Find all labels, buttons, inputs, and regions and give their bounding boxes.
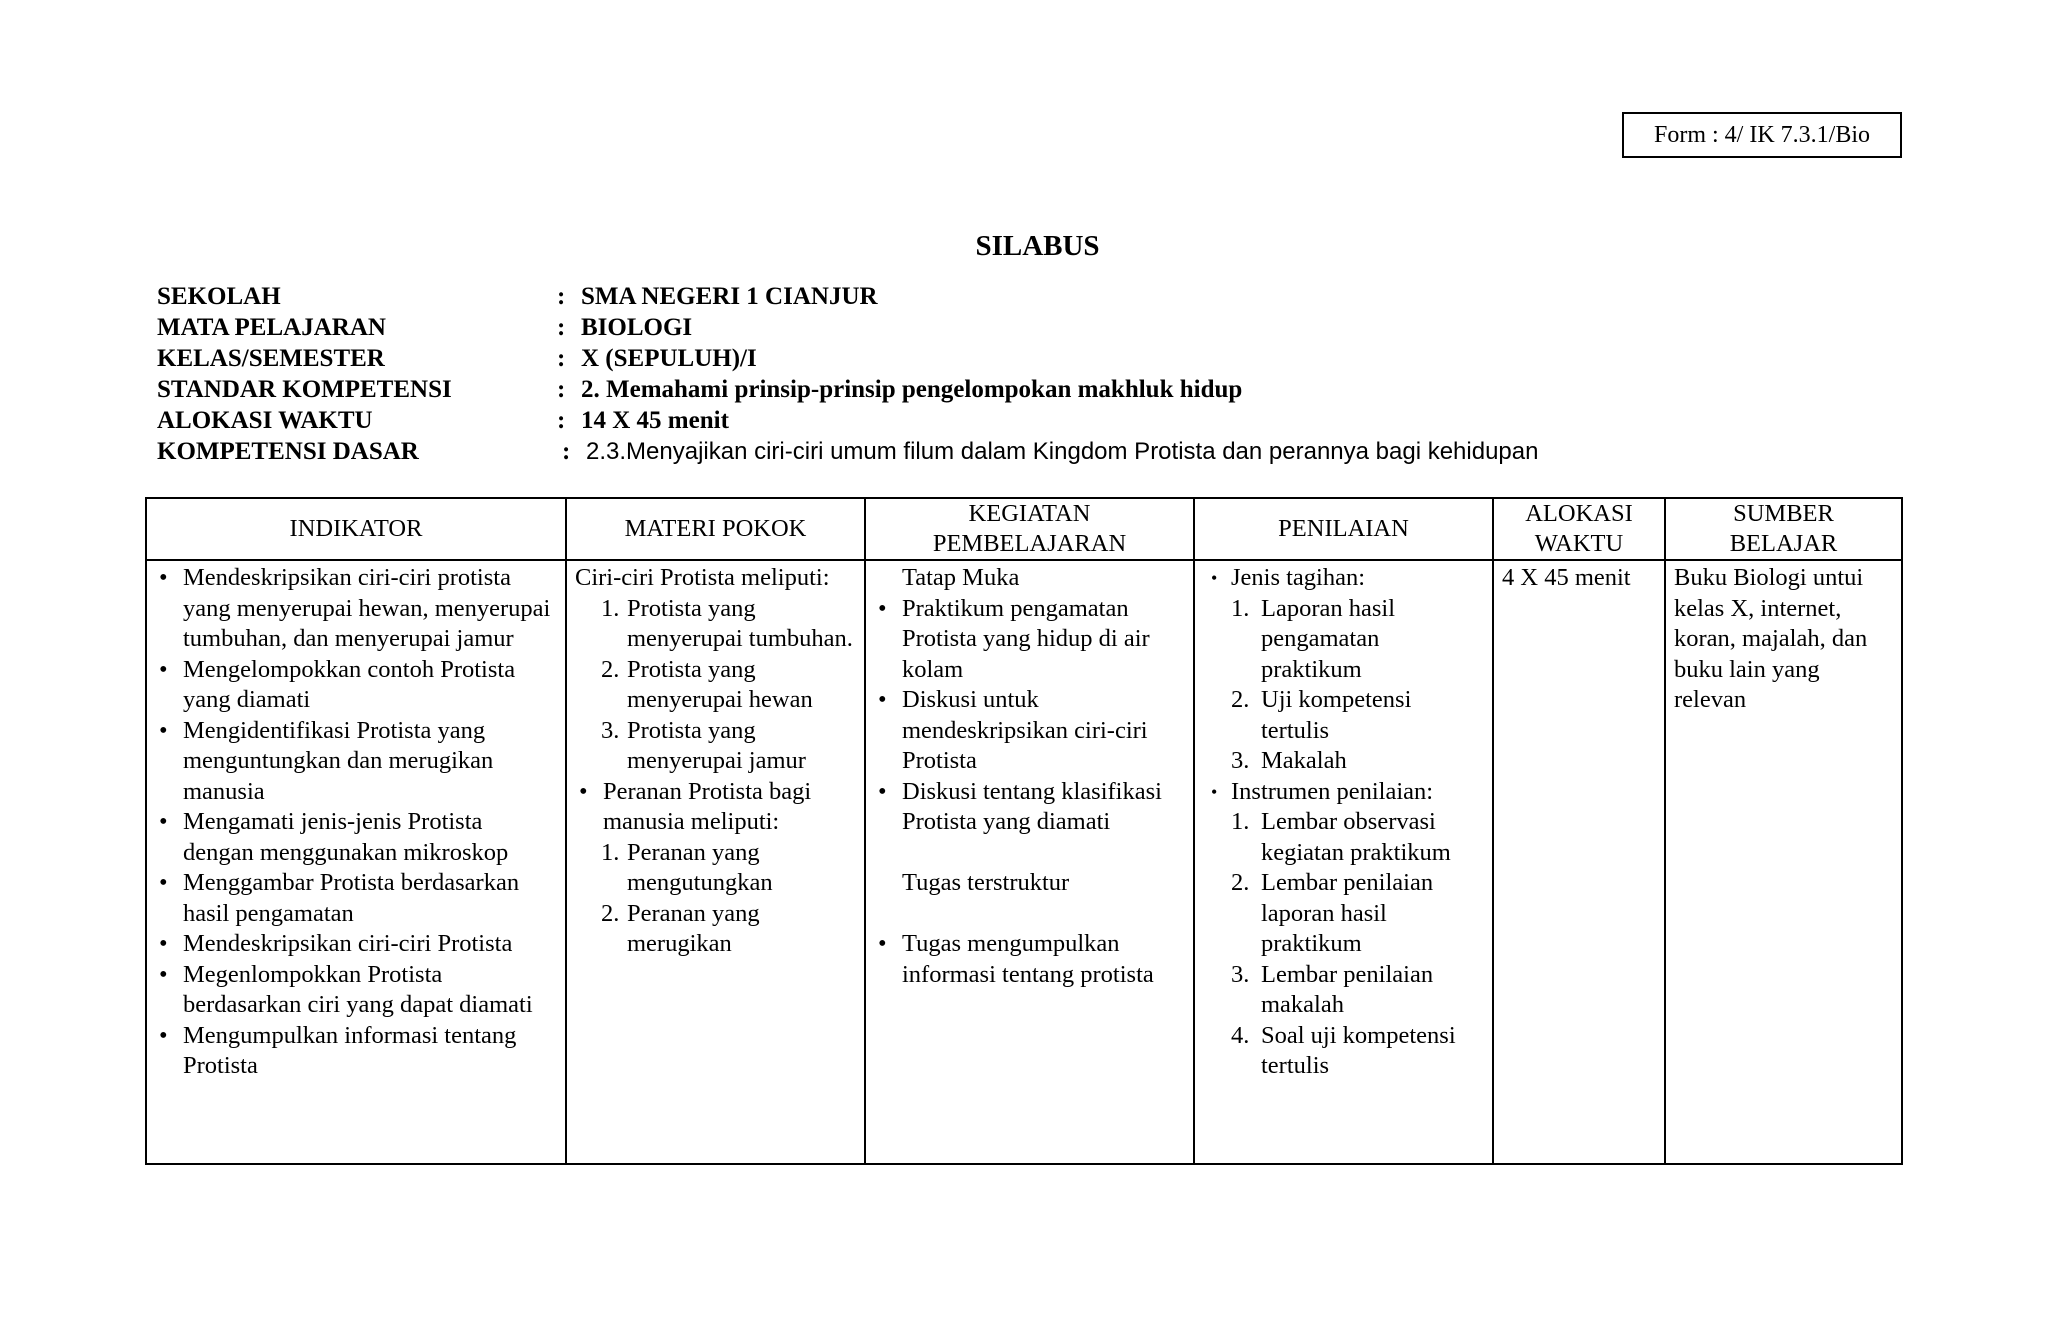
header-indikator: INDIKATOR: [146, 498, 566, 560]
list-item: Peranan yang mengutungkan: [627, 838, 773, 896]
info-value: X (SEPULUH)/I: [581, 345, 757, 372]
info-colon: :: [562, 438, 571, 465]
info-value: BIOLOGI: [581, 314, 693, 341]
info-value: 14 X 45 menit: [581, 407, 729, 434]
info-colon: :: [557, 376, 566, 403]
info-value: 2. Memahami prinsip-prinsip pengelompokan makhluk hidup: [581, 376, 1243, 403]
list-item: • Mengelompokkan contoh Protista yang diamati: [155, 655, 557, 716]
indikator-list: [155, 563, 557, 1082]
cell-alokasi-waktu: 4 X 45 menit: [1493, 560, 1665, 1164]
info-key: SEKOLAH: [157, 283, 281, 310]
header-materi-pokok: MATERI POKOK: [566, 498, 865, 560]
header-line: SUMBER: [1733, 500, 1834, 527]
header-line: ALOKASI: [1525, 500, 1633, 527]
list-item: Protista yang menyerupai hewan: [627, 655, 813, 713]
list-item: Uji kompetensi tertulis: [1261, 686, 1412, 744]
list-item: Lembar penilaian laporan hasil praktikum: [1261, 869, 1434, 957]
list-item: • Menggambar Protista berdasarkan hasil pengamatan: [155, 868, 557, 929]
info-value: 2.3.Menyajikan ciri-ciri umum filum dalam Kingdom Protista dan perannya bagi kehidupan: [586, 438, 1539, 465]
header-penilaian: PENILAIAN: [1194, 498, 1493, 560]
list-item: Protista yang menyerupai jamur: [627, 716, 806, 774]
spacer: [874, 838, 1185, 869]
list-item: Soal uji kompetensi tertulis: [1261, 1021, 1456, 1079]
list-item: • Diskusi tentang klasifikasi Protista yang diamati: [874, 777, 1185, 838]
materi-ciri-list: [575, 594, 856, 777]
info-value: SMA NEGERI 1 CIANJUR: [581, 283, 878, 310]
info-row-sekolah: [157, 281, 1538, 312]
info-key: MATA PELAJARAN: [157, 314, 386, 341]
info-colon: :: [557, 345, 566, 372]
list-item: Peranan yang merugikan: [627, 899, 760, 957]
penilaian-instrumen-list: [1203, 807, 1484, 1082]
header-line: BELAJAR: [1729, 530, 1838, 557]
info-colon: :: [557, 407, 566, 434]
list-item: Protista yang menyerupai tumbuhan.: [627, 594, 853, 652]
info-key: ALOKASI WAKTU: [157, 407, 373, 434]
list-item: • Mendeskripsikan ciri-ciri Protista: [155, 929, 557, 960]
materi-intro: Ciri-ciri Protista meliputi:: [575, 564, 830, 591]
header-line: WAKTU: [1534, 530, 1624, 557]
info-key: KOMPETENSI DASAR: [157, 438, 419, 465]
spacer: [874, 899, 1185, 930]
list-item: Makalah: [1261, 747, 1347, 774]
info-row-standar-kompetensi: [157, 374, 1538, 405]
info-row-kelas-semester: [157, 343, 1538, 374]
cell-kegiatan-pembelajaran: [865, 560, 1194, 1164]
kegiatan-tugas-list: [874, 929, 1185, 990]
header-line: KEGIATAN: [968, 500, 1091, 527]
kegiatan-list: [874, 594, 1185, 838]
header-sumber-belajar: [1665, 498, 1902, 560]
info-row-mata-pelajaran: [157, 312, 1538, 343]
header-kegiatan-pembelajaran: [865, 498, 1194, 560]
list-item: • Mendeskripsikan ciri-ciri protista yang menyerupai hewan, menyerupai tumbuhan, dan menyerupai jamur: [155, 563, 557, 655]
cell-penilaian: [1194, 560, 1493, 1164]
cell-indikator: [146, 560, 566, 1164]
table-header-row: [146, 498, 1902, 560]
syllabus-table: [145, 497, 1903, 1165]
info-row-kompetensi-dasar: [157, 436, 1538, 467]
list-item: • Mengumpulkan informasi tentang Protista: [155, 1021, 557, 1082]
materi-peranan-list: [575, 838, 856, 960]
kegiatan-tugas-terstruktur: Tugas terstruktur: [902, 869, 1070, 896]
list-item: Lembar observasi kegiatan praktikum: [1261, 808, 1451, 866]
penilaian-jenis-list: [1203, 594, 1484, 777]
header-line: PEMBELAJARAN: [932, 530, 1127, 557]
penilaian-instrumen-head: • Instrumen penilaian:: [1203, 777, 1484, 808]
info-colon: :: [557, 283, 566, 310]
list-item: • Praktikum pengamatan Protista yang hidup di air kolam: [874, 594, 1185, 686]
cell-sumber-belajar: Buku Biologi untui kelas X, internet, koran, majalah, dan buku lain yang relevan: [1665, 560, 1902, 1164]
kegiatan-tatap-muka: Tatap Muka: [902, 564, 1020, 591]
table-row: [146, 560, 1902, 1164]
list-item: • Tugas mengumpulkan informasi tentang protista: [874, 929, 1185, 990]
list-item: • Mengamati jenis-jenis Protista dengan menggunakan mikroskop: [155, 807, 557, 868]
header-alokasi-waktu: [1493, 498, 1665, 560]
cell-materi-pokok: [566, 560, 865, 1164]
list-item: Lembar penilaian makalah: [1261, 960, 1434, 1018]
document-title: SILABUS: [975, 230, 1100, 262]
list-item: Laporan hasil pengamatan praktikum: [1261, 594, 1396, 683]
list-item: • Mengidentifikasi Protista yang menguntungkan dan merugikan manusia: [155, 716, 557, 808]
form-code-box: Form : 4/ IK 7.3.1/Bio: [1622, 112, 1902, 158]
list-item: • Peranan Protista bagi manusia meliputi:: [575, 777, 856, 838]
info-key: KELAS/SEMESTER: [157, 345, 385, 372]
info-colon: :: [557, 314, 566, 341]
info-row-alokasi-waktu: [157, 405, 1538, 436]
penilaian-jenis-head: • Jenis tagihan:: [1203, 563, 1484, 594]
syllabus-info: [157, 281, 1538, 467]
info-key: STANDAR KOMPETENSI: [157, 376, 452, 403]
materi-peranan-bullet: [575, 777, 856, 838]
list-item: • Megenlompokkan Protista berdasarkan ciri yang dapat diamati: [155, 960, 557, 1021]
list-item: • Diskusi untuk mendeskripsikan ciri-ciri Protista: [874, 685, 1185, 777]
